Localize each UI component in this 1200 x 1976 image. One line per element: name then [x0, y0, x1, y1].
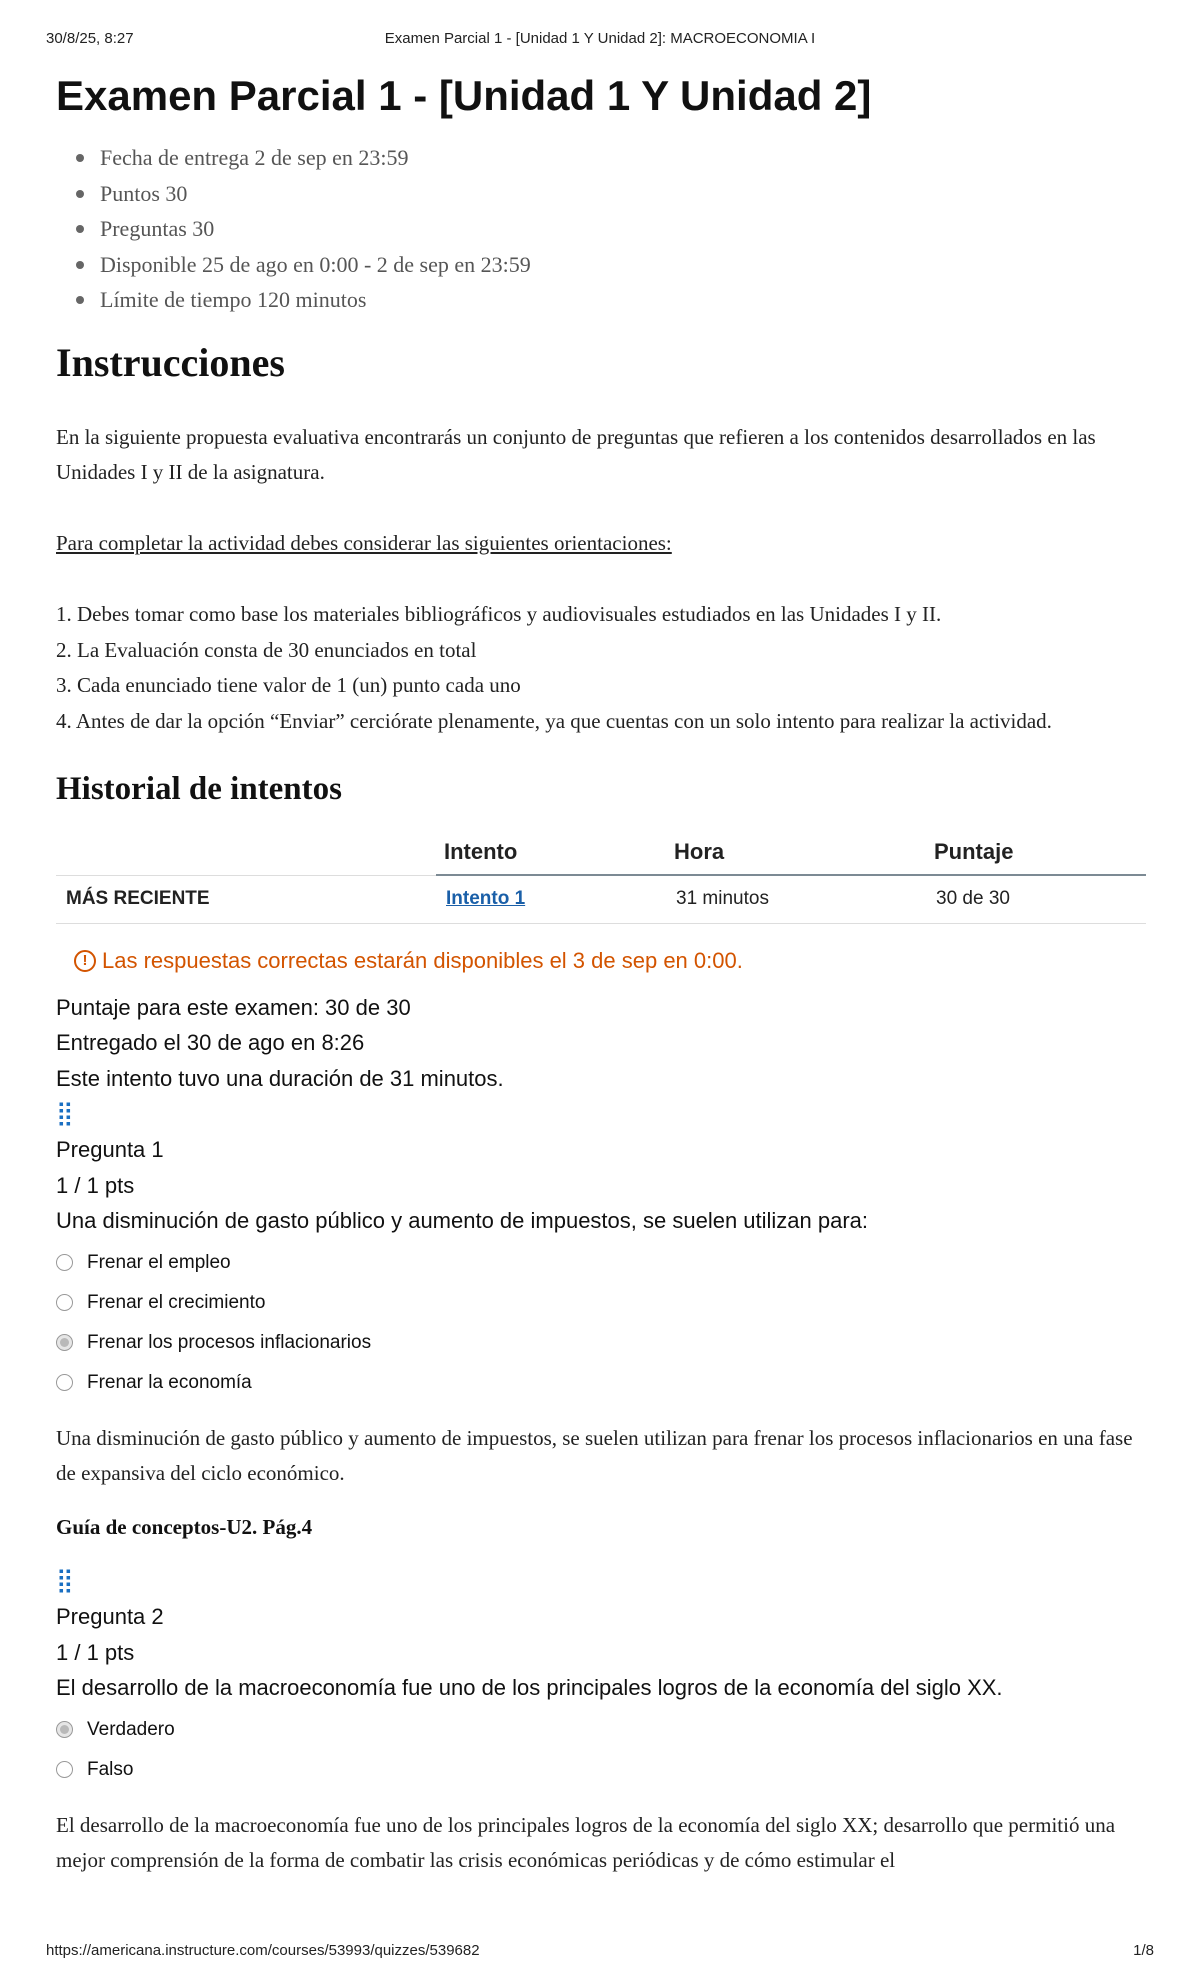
question-points: 1 / 1 pts [56, 1172, 135, 1198]
submitted-date: Entregado el 30 de ago en 8:26 [56, 1030, 365, 1055]
time-cell: 31 minutos [666, 875, 926, 923]
drag-handle-icon[interactable]: ⣿ [56, 1100, 72, 1127]
answer-text: Frenar el empleo [87, 1251, 231, 1273]
detail-due-date: Fecha de entrega 2 de sep en 23:59 [56, 140, 1146, 176]
radio-button-selected[interactable] [56, 1334, 73, 1351]
answer-text: Frenar el crecimiento [87, 1291, 266, 1313]
detail-available: Disponible 25 de ago en 0:00 - 2 de sep en 23:59 [56, 247, 1146, 283]
column-header-score: Puntaje [926, 829, 1146, 875]
instruction-item: 2. La Evaluación consta de 30 enunciados en total [56, 637, 477, 662]
radio-button[interactable] [56, 1294, 73, 1311]
instruction-item: 4. Antes de dar la opción “Enviar” cerciórate plenamente, ya que cuentas con un solo intento para realizar la actividad. [56, 708, 1052, 733]
detail-time-limit: Límite de tiempo 120 minutos [56, 282, 1146, 318]
detail-points: Puntos 30 [56, 176, 1146, 212]
instruction-item: 1. Debes tomar como base los materiales bibliográficos y audiovisuales estudiados en las Unidades I y II. [56, 602, 942, 626]
radio-button[interactable] [56, 1374, 73, 1391]
instructions-orientations-label: Para completar la actividad debes considerar las siguientes orientaciones: [56, 531, 672, 555]
score-cell: 30 de 30 [926, 875, 1146, 923]
table-header-row [56, 829, 1146, 875]
answer-option[interactable] [56, 1283, 1146, 1323]
attempt-duration: Este intento tuvo una duración de 31 minutos. [56, 1065, 504, 1091]
answer-list [56, 1243, 1146, 1403]
answer-option[interactable] [56, 1363, 1146, 1403]
radio-button-selected[interactable] [56, 1721, 73, 1738]
reference-note: Guía de conceptos-U2. Pág.4 [56, 1514, 313, 1539]
answer-text: Frenar la economía [87, 1371, 252, 1393]
instruction-item: 3. Cada enunciado tiene valor de 1 (un) punto cada uno [56, 673, 521, 697]
detail-questions: Preguntas 30 [56, 211, 1146, 247]
answer-text: Falso [87, 1758, 134, 1780]
correct-answers-notice [74, 946, 1146, 976]
answer-option-selected[interactable] [56, 1323, 1146, 1363]
instructions-heading: Instrucciones [56, 339, 285, 385]
answer-option[interactable] [56, 1750, 1146, 1790]
table-row [56, 875, 1146, 923]
row-label-most-recent: MÁS RECIENTE [56, 875, 436, 923]
question-1 [56, 1096, 1146, 1545]
attempt-link[interactable]: Intento 1 [446, 888, 526, 910]
column-header-blank [56, 829, 436, 875]
print-url: https://americana.instructure.com/courses/53993/quizzes/539682 [46, 1942, 480, 1959]
warning-icon: ! [74, 950, 96, 972]
column-header-attempt: Intento [436, 829, 666, 875]
attempt-cell [436, 875, 666, 923]
attempt-history-table [56, 829, 1146, 924]
quiz-details [56, 140, 1146, 318]
answer-option-selected[interactable] [56, 1710, 1146, 1750]
drag-handle-icon[interactable]: ⣿ [56, 1567, 72, 1594]
print-page-number: 1/8 [1133, 1942, 1154, 1959]
exam-score: Puntaje para este examen: 30 de 30 [56, 994, 411, 1020]
quiz-content [56, 66, 1146, 1879]
print-header [0, 30, 1200, 50]
answer-feedback: El desarrollo de la macroeconomía fue uno de los principales logros de la economía del siglo XX; desarrollo que permitió una mejor comprensión de la forma de combatir las crisis económicas periódicas y de cómo estimular el [56, 1812, 1116, 1872]
question-label: Pregunta 2 [56, 1604, 164, 1629]
quiz-title: Examen Parcial 1 - [Unidad 1 Y Unidad 2] [56, 72, 872, 119]
answer-feedback: Una disminución de gasto público y aumento de impuestos, se suelen utilizan para frenar los procesos inflacionarios en una fase de expansiva del ciclo económico. [56, 1425, 1133, 1485]
question-prompt: Una disminución de gasto público y aumento de impuestos, se suelen utilizan para: [56, 1208, 869, 1233]
question-label: Pregunta 1 [56, 1137, 164, 1162]
answer-option[interactable] [56, 1243, 1146, 1283]
question-2 [56, 1563, 1146, 1879]
print-doc-title: Examen Parcial 1 - [Unidad 1 Y Unidad 2]: MACROECONOMIA I [384, 30, 816, 47]
column-header-time: Hora [666, 829, 926, 875]
question-points: 1 / 1 pts [56, 1639, 135, 1665]
instructions-list [56, 597, 1146, 739]
print-datetime: 30/8/25, 8:27 [46, 30, 134, 47]
answer-text: Verdadero [87, 1718, 175, 1740]
question-prompt: El desarrollo de la macroeconomía fue uno de los principales logros de la economía del siglo XX. [56, 1675, 1003, 1700]
radio-button[interactable] [56, 1761, 73, 1778]
instructions-intro: En la siguiente propuesta evaluativa encontrarás un conjunto de preguntas que refieren a los contenidos desarrollados en las Unidades I y II de la asignatura. [56, 424, 1096, 484]
notice-text: Las respuestas correctas estarán disponibles el 3 de sep en 0:00. [102, 947, 743, 973]
attempt-summary [56, 990, 1146, 1097]
history-heading: Historial de intentos [56, 771, 342, 807]
answer-list [56, 1710, 1146, 1790]
radio-button[interactable] [56, 1254, 73, 1271]
answer-text: Frenar los procesos inflacionarios [87, 1331, 372, 1353]
